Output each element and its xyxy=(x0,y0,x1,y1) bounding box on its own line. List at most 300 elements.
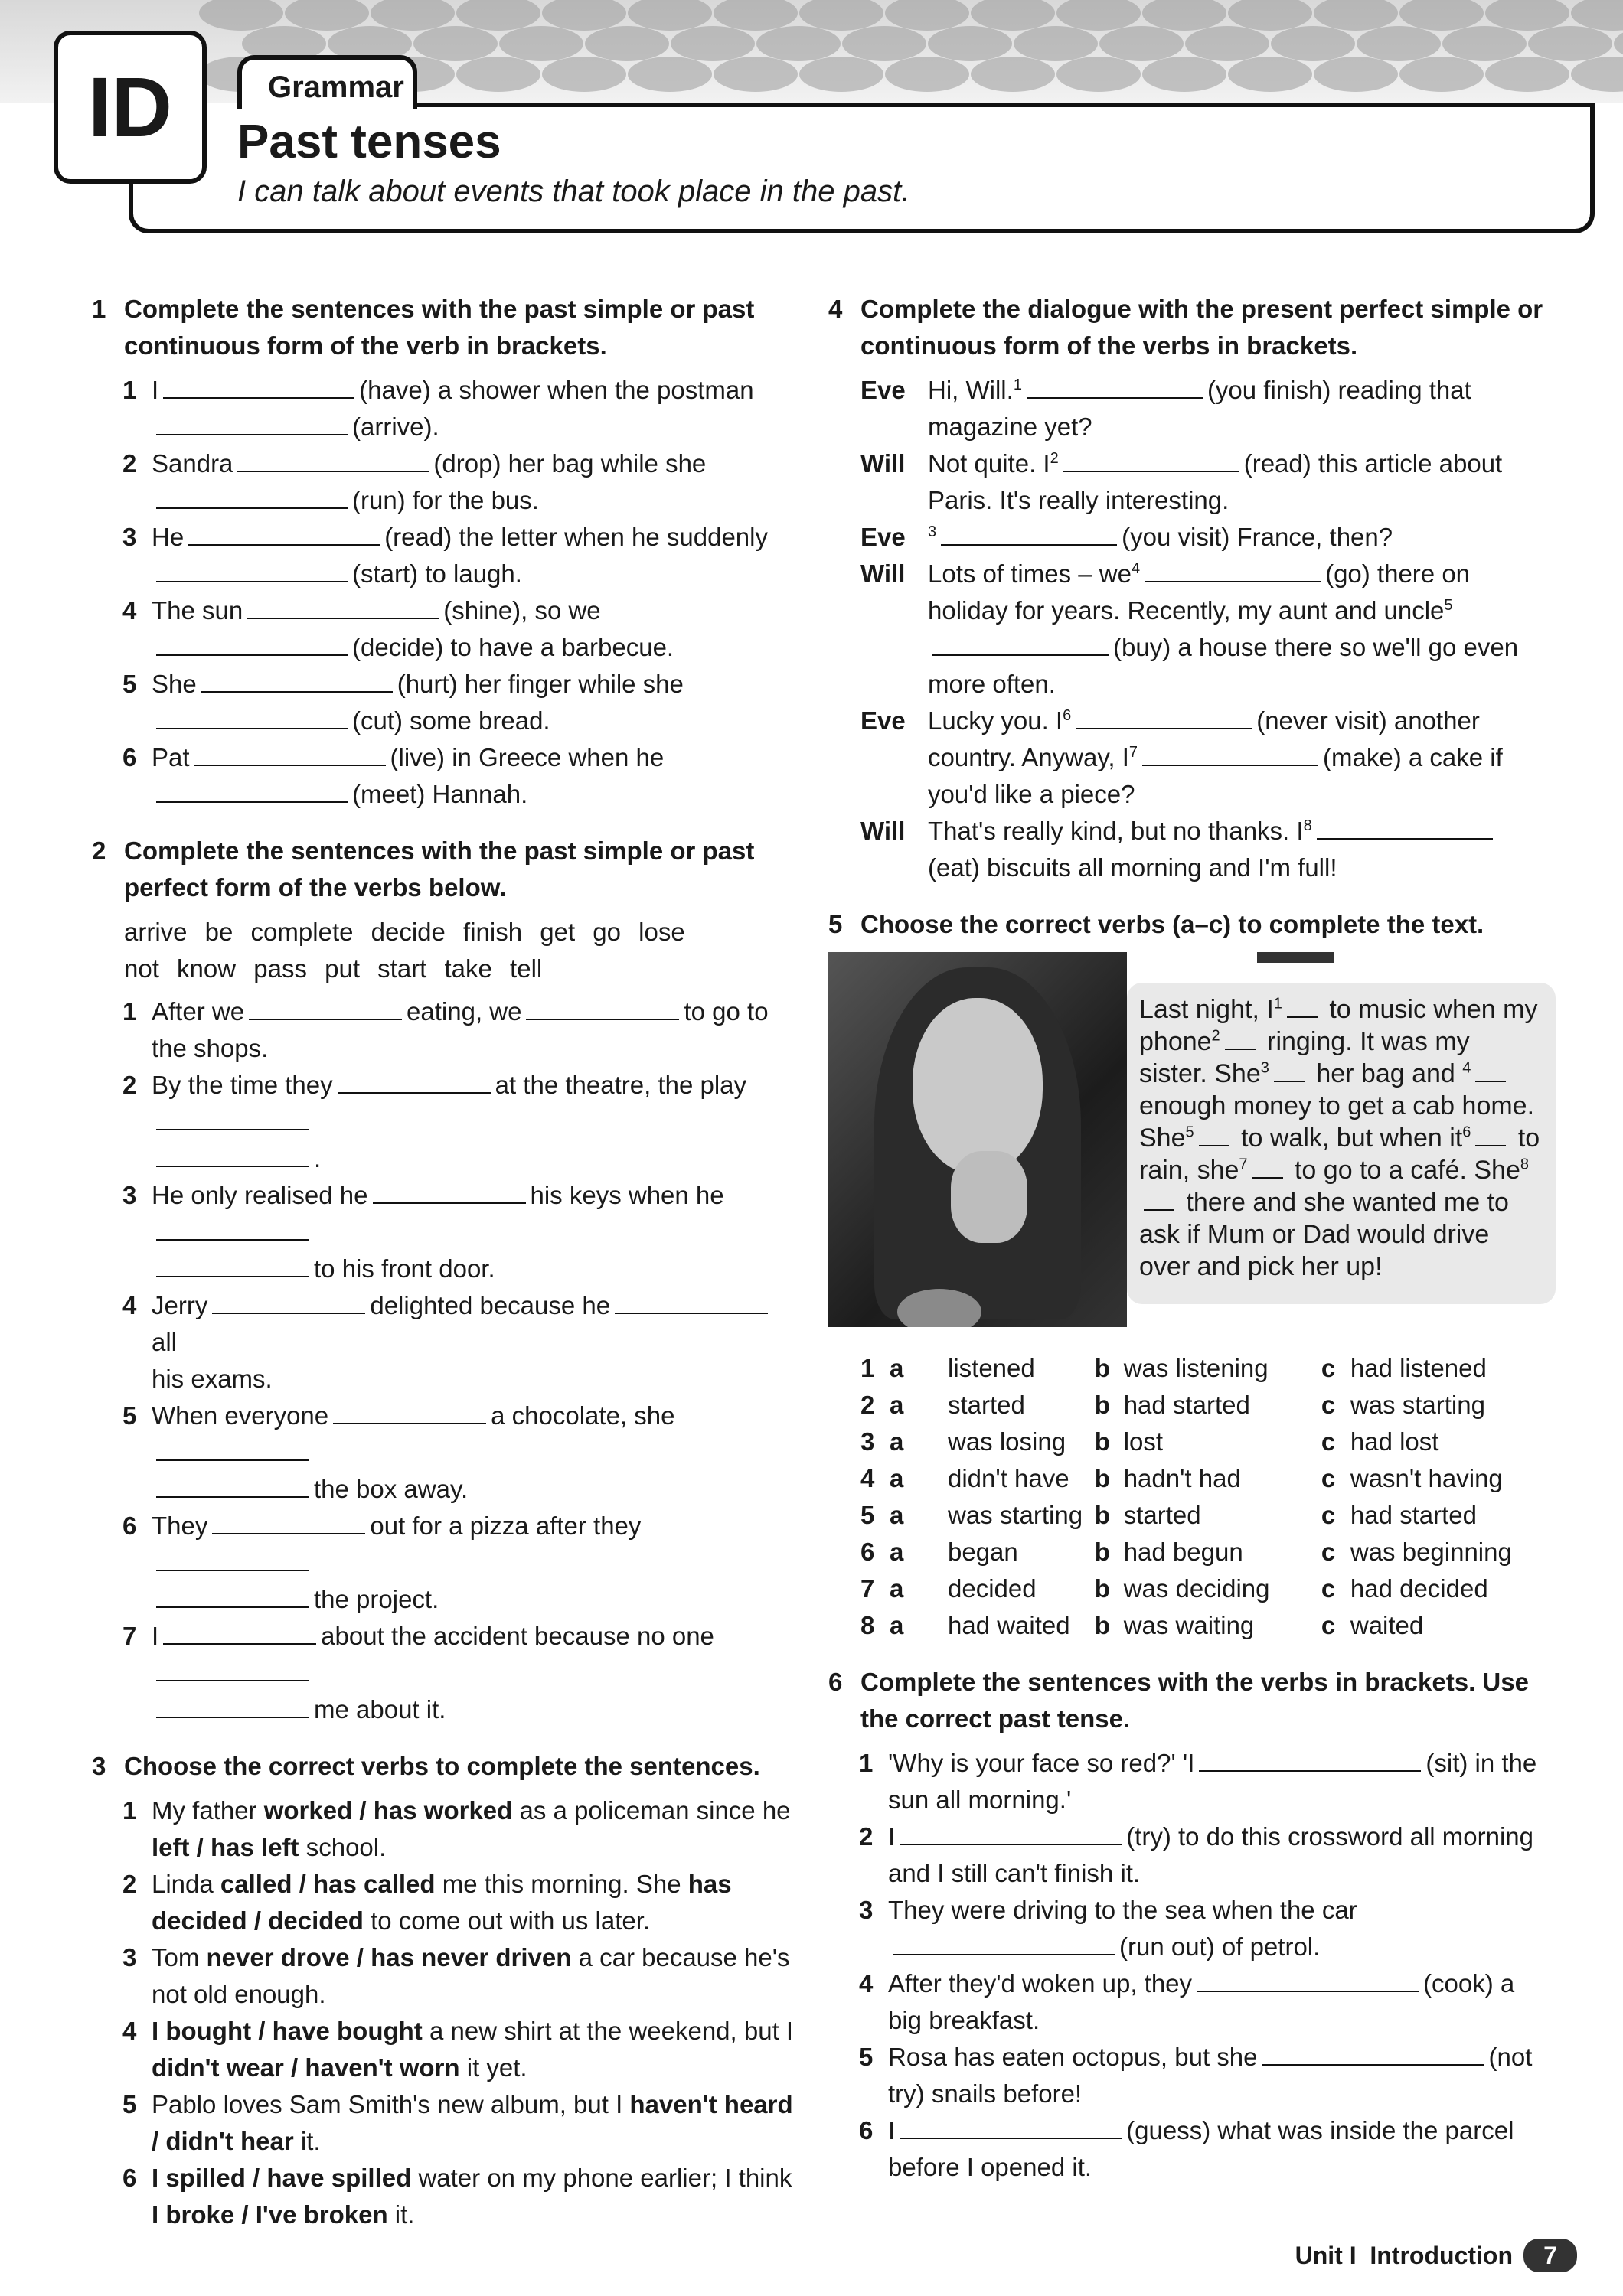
item-text: to go to xyxy=(684,997,769,1026)
choice-option[interactable]: left / has left xyxy=(152,1833,299,1861)
list-item xyxy=(92,1287,796,1397)
pattern-dot xyxy=(1399,0,1484,31)
option-letter: b xyxy=(1094,1464,1110,1492)
story-text: enough money to get a cab home. She xyxy=(1139,1091,1535,1153)
item-text: (decide) to have a barbecue. xyxy=(352,633,674,661)
gap-number: 2 xyxy=(1050,450,1059,467)
pattern-dot xyxy=(885,57,969,92)
exercise-2 xyxy=(92,833,796,1728)
option-a[interactable] xyxy=(860,1497,1095,1534)
option-c[interactable] xyxy=(1321,1497,1548,1534)
option-text: was beginning xyxy=(1350,1538,1512,1566)
option-b[interactable] xyxy=(1095,1497,1321,1534)
list-item xyxy=(92,1508,796,1618)
item-number: 3 xyxy=(122,1943,137,1971)
option-letter: b xyxy=(1094,1391,1110,1419)
option-letter: b xyxy=(1094,1354,1110,1382)
gap[interactable] xyxy=(1144,1186,1174,1211)
item-text: as a policeman since he xyxy=(512,1796,791,1825)
list-item xyxy=(92,739,796,813)
answer-blank[interactable] xyxy=(163,1620,316,1645)
option-a[interactable] xyxy=(860,1424,1095,1460)
gap[interactable] xyxy=(1475,1058,1506,1082)
item-number: 5 xyxy=(122,1401,137,1430)
item-text: 'Why is your face so red?' 'I xyxy=(888,1749,1195,1777)
pattern-dot xyxy=(799,0,883,31)
item-text: a car because he's not old enough. xyxy=(152,1943,790,2008)
answer-blank[interactable] xyxy=(156,1437,309,1461)
option-letter: b xyxy=(1094,1501,1110,1529)
option-letter: b xyxy=(1094,1538,1110,1566)
item-text: to his front door. xyxy=(314,1254,495,1283)
choice-option[interactable]: I spilled / have spilled xyxy=(152,2164,412,2192)
item-number: 3 xyxy=(122,1181,137,1209)
exercise-4-instruction xyxy=(828,291,1548,364)
option-a[interactable] xyxy=(860,1387,1095,1424)
option-letter: a xyxy=(890,1354,904,1382)
photo-and-text xyxy=(828,952,1548,1327)
answer-blank[interactable] xyxy=(1262,2041,1484,2066)
option-letter: c xyxy=(1321,1611,1336,1639)
option-row xyxy=(860,1497,1548,1534)
answer-blank[interactable] xyxy=(188,521,380,546)
photo-woman-on-phone xyxy=(828,952,1127,1327)
answer-blank[interactable] xyxy=(163,374,354,399)
option-b[interactable] xyxy=(1095,1570,1321,1607)
story-text: to go to a café. She xyxy=(1294,1156,1520,1185)
exercise-number: 1 xyxy=(92,295,106,323)
pattern-dot xyxy=(1228,0,1312,31)
option-a[interactable] xyxy=(860,1534,1095,1570)
page-title: Past tenses xyxy=(237,116,501,168)
answer-blank[interactable] xyxy=(156,1473,309,1498)
answer-blank[interactable] xyxy=(615,1290,768,1314)
item-text: it. xyxy=(387,2200,415,2229)
list-item xyxy=(92,1397,796,1508)
exercise-2-instruction xyxy=(92,833,796,906)
gap-number: 7 xyxy=(1128,744,1138,761)
gap[interactable] xyxy=(1475,1122,1506,1146)
answer-blank[interactable] xyxy=(932,631,1109,656)
answer-blank[interactable] xyxy=(156,1216,309,1241)
pattern-dot xyxy=(971,57,1055,92)
answer-blank[interactable] xyxy=(212,1510,365,1534)
item-text: (buy) a house there so we'll go even more often. xyxy=(928,633,1519,698)
item-text: all xyxy=(152,1328,178,1356)
answer-blank[interactable] xyxy=(1076,705,1252,729)
option-text: had begun xyxy=(1123,1538,1243,1566)
gap-number: 3 xyxy=(928,523,937,540)
list-item xyxy=(92,993,796,1067)
list-item xyxy=(92,2160,796,2233)
item-text: By the time they xyxy=(152,1071,333,1099)
option-c[interactable] xyxy=(1321,1607,1548,1644)
item-number: 1 xyxy=(122,997,137,1026)
exercise-5 xyxy=(828,906,1548,1644)
item-number: 1 xyxy=(859,1749,874,1777)
pattern-dot xyxy=(371,0,455,31)
item-text: (not try) snails before! xyxy=(888,2043,1533,2108)
item-text: the box away. xyxy=(314,1475,469,1503)
gap-number: 3 xyxy=(1260,1059,1269,1077)
answer-blank[interactable] xyxy=(247,595,439,619)
option-b[interactable] xyxy=(1095,1534,1321,1570)
gap[interactable] xyxy=(1274,1058,1305,1082)
item-text: to come out with us later. xyxy=(363,1906,651,1935)
item-text: (make) a cake if you'd like a piece? xyxy=(928,743,1503,808)
answer-blank[interactable] xyxy=(1142,742,1318,766)
item-text: (drop) her bag while she xyxy=(433,449,707,478)
option-text: had decided xyxy=(1350,1574,1488,1603)
option-letter: a xyxy=(890,1427,904,1456)
pattern-dot xyxy=(1185,26,1269,61)
item-text: Pat xyxy=(152,743,190,771)
pattern-dot xyxy=(1056,57,1141,92)
pattern-dot xyxy=(1442,26,1527,61)
item-text: (you finish) reading that magazine yet? xyxy=(928,376,1471,441)
gap[interactable] xyxy=(1199,1122,1229,1146)
list-item xyxy=(92,1792,796,1866)
answer-blank[interactable] xyxy=(156,778,348,803)
dialogue-line xyxy=(828,703,1548,813)
item-text: When everyone xyxy=(152,1401,329,1430)
answer-blank[interactable] xyxy=(1145,558,1321,582)
list-item xyxy=(92,1866,796,1939)
item-text: (run out) of petrol. xyxy=(1119,1932,1321,1961)
item-text: (never visit) another country. Anyway, I xyxy=(928,706,1480,771)
answer-blank[interactable] xyxy=(893,1931,1115,1955)
item-text: Lots of times – we xyxy=(928,559,1132,588)
item-text: . xyxy=(314,1144,322,1172)
option-c[interactable] xyxy=(1321,1460,1548,1497)
item-text: (read) this article about Paris. It's really interesting. xyxy=(928,449,1503,514)
item-number: 5 xyxy=(122,670,137,698)
answer-blank[interactable] xyxy=(156,1657,309,1681)
option-text: had started xyxy=(1123,1391,1250,1419)
left-column xyxy=(92,291,796,2253)
choice-option[interactable]: didn't wear / haven't worn xyxy=(152,2053,460,2082)
grammar-tab: Grammar xyxy=(237,55,417,109)
gap-number: 4 xyxy=(1131,560,1141,577)
option-b[interactable] xyxy=(1095,1424,1321,1460)
choice-option[interactable]: has decided / decided xyxy=(152,1870,732,1935)
list-item xyxy=(92,2086,796,2160)
option-b[interactable] xyxy=(1095,1350,1321,1387)
item-text: I xyxy=(152,376,159,404)
item-text: I xyxy=(888,2116,896,2144)
item-text: Sandra xyxy=(152,449,233,478)
option-letter: c xyxy=(1321,1574,1336,1603)
answer-blank[interactable] xyxy=(156,1106,309,1130)
pattern-dot xyxy=(928,26,1012,61)
story-text: to music when my phone xyxy=(1139,995,1538,1056)
list-item xyxy=(828,2112,1548,2186)
answer-blank[interactable] xyxy=(338,1069,491,1094)
answer-blank[interactable] xyxy=(1317,815,1493,840)
item-text: (start) to laugh. xyxy=(352,559,522,588)
item-text: I xyxy=(152,1622,159,1650)
list-item xyxy=(828,1818,1548,1892)
speaker-name: Eve xyxy=(860,376,906,404)
item-number: 4 xyxy=(859,1969,874,1998)
list-item xyxy=(92,592,796,666)
answer-blank[interactable] xyxy=(156,1547,309,1571)
option-b[interactable] xyxy=(1095,1387,1321,1424)
item-text: water on my phone earlier; I think xyxy=(411,2164,792,2192)
option-text: waited xyxy=(1350,1611,1424,1639)
item-text: That's really kind, but no thanks. I xyxy=(928,817,1304,845)
pattern-dot xyxy=(1228,57,1312,92)
answer-blank[interactable] xyxy=(156,411,348,435)
instruction-text: Complete the sentences with the verbs in brackets. Use the correct past tense. xyxy=(860,1668,1529,1733)
gap[interactable] xyxy=(1287,993,1318,1018)
pattern-dot xyxy=(542,57,626,92)
instruction-text: Choose the correct verbs to complete the sentences. xyxy=(124,1752,760,1780)
item-text: The sun xyxy=(152,596,243,625)
photo-hand xyxy=(951,1151,1027,1243)
item-text: at the theatre, the play xyxy=(495,1071,746,1099)
pattern-dot xyxy=(628,0,712,31)
answer-blank[interactable] xyxy=(212,1290,365,1314)
pattern-dot xyxy=(499,26,583,61)
item-text: me about it. xyxy=(314,1695,446,1724)
item-text: After they'd woken up, they xyxy=(888,1969,1193,1998)
item-text: Tom xyxy=(152,1943,207,1971)
option-text: lost xyxy=(1123,1427,1164,1456)
answer-blank[interactable] xyxy=(156,631,348,656)
answer-blank[interactable] xyxy=(237,448,429,472)
item-text: (arrive). xyxy=(352,413,439,441)
option-text: was starting xyxy=(1350,1391,1485,1419)
item-text: Not quite. I xyxy=(928,449,1050,478)
option-row xyxy=(860,1350,1548,1387)
option-c[interactable] xyxy=(1321,1387,1548,1424)
item-text: his exams. xyxy=(152,1365,273,1393)
item-text: (have) a shower when the postman xyxy=(359,376,754,404)
option-text: listened xyxy=(948,1354,1035,1382)
pattern-dot xyxy=(1485,0,1569,31)
exercise-5-instruction xyxy=(828,906,1548,943)
list-item xyxy=(92,1618,796,1728)
answer-blank[interactable] xyxy=(900,1821,1122,1845)
pattern-dot xyxy=(1314,0,1398,31)
item-number: 7 xyxy=(860,1574,875,1603)
item-text: She xyxy=(152,670,197,698)
pattern-dot xyxy=(1399,57,1484,92)
item-text: the shops. xyxy=(152,1034,269,1062)
option-b[interactable] xyxy=(1095,1607,1321,1644)
item-number: 2 xyxy=(122,1870,137,1898)
instruction-text: Choose the correct verbs (a–c) to complete the text. xyxy=(860,910,1484,938)
item-number: 1 xyxy=(122,1796,137,1825)
answer-blank[interactable] xyxy=(941,521,1117,546)
story-text: Last night, I xyxy=(1139,995,1274,1024)
pattern-dot xyxy=(413,26,498,61)
exercise-number: 2 xyxy=(92,837,106,865)
list-item xyxy=(92,1067,796,1177)
answer-blank[interactable] xyxy=(156,1143,309,1167)
item-text: out for a pizza after they xyxy=(370,1512,642,1540)
answer-blank[interactable] xyxy=(194,742,386,766)
pattern-dot xyxy=(1014,26,1098,61)
speaker-name: Will xyxy=(860,559,906,588)
exercise-number: 6 xyxy=(828,1668,843,1696)
exercise-1-instruction xyxy=(92,291,796,364)
answer-blank[interactable] xyxy=(156,1583,309,1608)
gap[interactable] xyxy=(1252,1154,1283,1179)
choice-option[interactable]: I bought / have bought xyxy=(152,2017,423,2045)
exercise-4 xyxy=(828,291,1548,886)
instruction-text: Complete the sentences with the past simple or past continuous form of the verb in brackets. xyxy=(124,295,755,360)
item-number: 6 xyxy=(859,2116,874,2144)
item-number: 3 xyxy=(859,1896,874,1924)
gap[interactable] xyxy=(1225,1026,1256,1050)
word-bank xyxy=(92,914,796,987)
choice-option[interactable]: never drove / has never driven xyxy=(206,1943,572,1971)
list-item xyxy=(828,1965,1548,2039)
item-number: 4 xyxy=(122,596,137,625)
answer-blank[interactable] xyxy=(526,996,679,1020)
exercise-number: 5 xyxy=(828,910,843,938)
answer-blank[interactable] xyxy=(156,1253,309,1277)
answer-blank[interactable] xyxy=(1063,448,1239,472)
item-number: 2 xyxy=(860,1391,875,1419)
option-c[interactable] xyxy=(1321,1350,1548,1387)
option-a[interactable] xyxy=(860,1607,1095,1644)
pattern-dot xyxy=(714,0,798,31)
list-item xyxy=(92,519,796,592)
exercise-number: 3 xyxy=(92,1752,106,1780)
story-text: her bag and xyxy=(1316,1059,1455,1088)
option-a[interactable] xyxy=(860,1460,1095,1497)
gap-number: 6 xyxy=(1063,707,1072,724)
option-row xyxy=(860,1460,1548,1497)
speaker-name: Will xyxy=(860,817,906,845)
word-bank-line: not know pass put start take tell xyxy=(124,954,543,983)
answer-blank[interactable] xyxy=(156,705,348,729)
item-number: 8 xyxy=(860,1611,875,1639)
choice-option[interactable]: I broke / I've broken xyxy=(152,2200,388,2229)
answer-blank[interactable] xyxy=(156,1694,309,1718)
option-a[interactable] xyxy=(860,1570,1095,1607)
list-item xyxy=(828,1745,1548,1818)
pattern-dot xyxy=(1485,57,1569,92)
option-text: was waiting xyxy=(1123,1611,1255,1639)
answer-blank[interactable] xyxy=(249,996,402,1020)
unit-label: Unit I xyxy=(1295,2241,1357,2269)
list-item xyxy=(92,666,796,739)
pattern-dot xyxy=(542,0,626,31)
option-text: was deciding xyxy=(1123,1574,1270,1603)
answer-blank[interactable] xyxy=(333,1400,486,1424)
answer-blank[interactable] xyxy=(156,484,348,509)
item-number: 6 xyxy=(860,1538,875,1566)
choice-option[interactable]: haven't heard / didn't hear xyxy=(152,2090,793,2155)
pattern-dot xyxy=(756,26,841,61)
item-text: it yet. xyxy=(459,2053,527,2082)
story-text: ringing. It was my sister. She xyxy=(1139,1027,1470,1088)
pattern-dot xyxy=(199,0,283,31)
item-text: I xyxy=(888,1822,896,1851)
gap-number: 1 xyxy=(1273,995,1282,1013)
option-a[interactable] xyxy=(860,1350,1095,1387)
option-text: started xyxy=(1123,1501,1201,1529)
page-footer xyxy=(1295,2239,1577,2272)
item-text: a chocolate, she xyxy=(491,1401,675,1430)
speaker-name: Will xyxy=(860,449,906,478)
list-item xyxy=(92,2013,796,2086)
item-text: (guess) what was inside the parcel before I opened it. xyxy=(888,2116,1514,2181)
option-text: decided xyxy=(948,1574,1037,1603)
item-text: school. xyxy=(299,1833,387,1861)
exercise-number: 4 xyxy=(828,295,843,323)
answer-blank[interactable] xyxy=(201,668,393,693)
item-number: 2 xyxy=(122,449,137,478)
dialogue-line xyxy=(828,556,1548,703)
option-c[interactable] xyxy=(1321,1534,1548,1570)
story-text: to walk, but when it xyxy=(1241,1124,1463,1153)
item-text: (you visit) France, then? xyxy=(1122,523,1393,551)
item-number: 5 xyxy=(860,1501,875,1529)
page-number: 7 xyxy=(1523,2239,1577,2272)
item-text: Rosa has eaten octopus, but she xyxy=(888,2043,1258,2071)
pattern-dot xyxy=(456,57,540,92)
list-item xyxy=(828,2039,1548,2112)
choice-option[interactable]: worked / has worked xyxy=(263,1796,513,1825)
item-text: (hurt) her finger while she xyxy=(397,670,684,698)
option-text: had listened xyxy=(1350,1354,1487,1382)
item-number: 2 xyxy=(859,1822,874,1851)
item-text: eating, we xyxy=(407,997,522,1026)
item-number: 2 xyxy=(122,1071,137,1099)
option-c[interactable] xyxy=(1321,1570,1548,1607)
choice-option[interactable]: called / has called xyxy=(220,1870,436,1898)
item-text: the project. xyxy=(314,1585,439,1613)
item-text: a new shirt at the weekend, but I xyxy=(422,2017,794,2045)
pattern-dot xyxy=(628,57,712,92)
item-number: 1 xyxy=(122,376,137,404)
answer-blank[interactable] xyxy=(1027,374,1203,399)
answer-blank[interactable] xyxy=(156,558,348,582)
list-item xyxy=(92,1939,796,2013)
list-item xyxy=(828,1892,1548,1965)
option-letter: c xyxy=(1321,1464,1336,1492)
pattern-dot xyxy=(1142,57,1226,92)
story-text: there and she wanted me to ask if Mum or Dad would drive over and pick her up! xyxy=(1139,1188,1509,1281)
option-b[interactable] xyxy=(1095,1460,1321,1497)
answer-blank[interactable] xyxy=(1197,1968,1419,1992)
pattern-dot xyxy=(1528,26,1612,61)
option-row xyxy=(860,1424,1548,1460)
option-text: was starting xyxy=(948,1501,1083,1529)
item-number: 6 xyxy=(122,2164,137,2192)
item-text: (meet) Hannah. xyxy=(352,780,528,808)
item-text: (cook) a big breakfast. xyxy=(888,1969,1515,2034)
pattern-dot xyxy=(1099,26,1184,61)
option-letter: a xyxy=(890,1538,904,1566)
option-letter: c xyxy=(1321,1354,1336,1382)
dialogue-line xyxy=(828,372,1548,445)
exercise-6 xyxy=(828,1664,1548,2186)
story-text-box xyxy=(1127,983,1556,1304)
answer-blank[interactable] xyxy=(373,1179,526,1204)
answer-blank[interactable] xyxy=(1199,1747,1421,1772)
option-c[interactable] xyxy=(1321,1424,1548,1460)
option-text: had lost xyxy=(1350,1427,1439,1456)
option-letter: a xyxy=(890,1574,904,1603)
answer-blank[interactable] xyxy=(900,2115,1122,2139)
unit-name: Introduction xyxy=(1370,2241,1513,2269)
